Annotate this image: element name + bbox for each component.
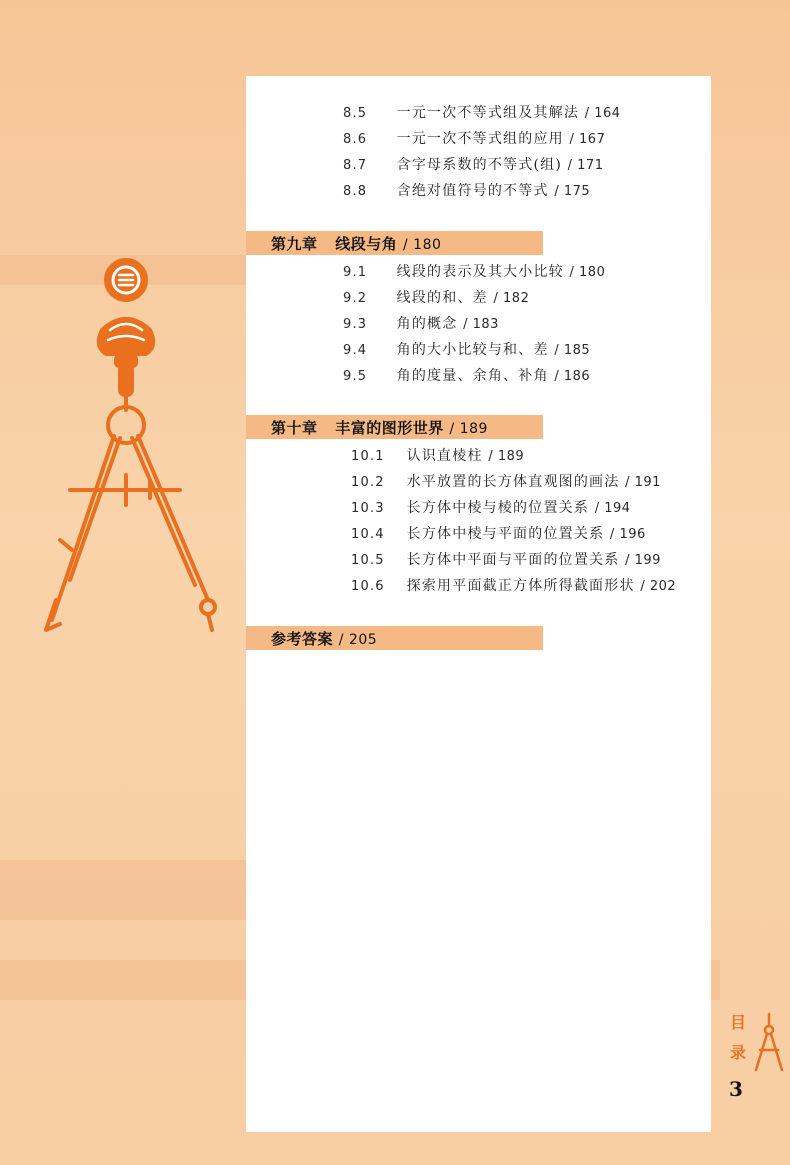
entry-title: 线段的表示及其大小比较 [396, 264, 564, 280]
entry-number: 10.3 [351, 501, 385, 516]
entry-title: 长方体中棱与棱的位置关系 [406, 500, 590, 516]
entry-number: 9.3 [343, 317, 368, 332]
entry-title: 含绝对值符号的不等式 [396, 183, 549, 199]
entry-title: 角的度量、余角、补角 [396, 368, 549, 384]
entry-page-sep: / [594, 501, 605, 516]
entry-page: 191 [634, 475, 661, 490]
small-compass-icon [752, 1010, 786, 1080]
entry-number: 9.4 [343, 343, 368, 358]
entry-page: 164 [594, 106, 621, 121]
toc-entry[interactable] [343, 154, 603, 174]
entry-page-sep: / [569, 132, 580, 147]
toc-entry[interactable] [351, 575, 676, 595]
toc-entry[interactable] [343, 102, 621, 122]
toc-entry[interactable] [351, 523, 646, 543]
entry-number: 9.1 [343, 265, 368, 280]
entry-page: 171 [577, 158, 604, 173]
entry-title: 角的概念 [396, 316, 458, 332]
toc-entry[interactable] [343, 261, 605, 281]
chapter-title: 线段与角 [335, 235, 398, 253]
chapter-heading-10[interactable] [271, 417, 488, 438]
entry-page-sep: / [554, 369, 564, 384]
side-label-lu: 录 [730, 1043, 747, 1062]
page-number: 3 [729, 1077, 743, 1101]
entry-page-sep: / [584, 106, 595, 121]
answers-page: / 205 [338, 632, 378, 648]
entry-page: 185 [563, 343, 591, 358]
chapter-page: / 180 [403, 237, 442, 253]
toc-entry[interactable] [343, 180, 590, 200]
toc-entry[interactable] [351, 445, 524, 465]
entry-title: 一元一次不等式组的应用 [396, 131, 564, 147]
toc-entry[interactable] [343, 313, 499, 333]
compass-icon [30, 250, 260, 660]
entry-page: 194 [604, 501, 631, 516]
entry-number: 8.5 [343, 106, 368, 121]
entry-title: 认识直棱柱 [406, 448, 483, 464]
entry-page-sep: / [463, 317, 473, 332]
toc-entry[interactable] [351, 471, 661, 491]
entry-number: 8.6 [343, 132, 368, 147]
entry-page-sep: / [488, 449, 498, 464]
entry-page-sep: / [554, 184, 564, 199]
entry-title: 一元一次不等式组及其解法 [396, 105, 580, 121]
toc-entry[interactable] [351, 549, 661, 569]
entry-page-sep: / [493, 291, 504, 306]
entry-page: 186 [563, 369, 591, 384]
entry-number: 9.2 [343, 291, 368, 306]
entry-page: 202 [649, 579, 677, 594]
entry-title: 长方体中平面与平面的位置关系 [406, 552, 620, 568]
entry-page: 182 [503, 291, 530, 306]
entry-page-sep: / [640, 579, 650, 594]
answers-title: 参考答案 [271, 630, 334, 648]
entry-page-sep: / [625, 553, 635, 568]
entry-page-sep: / [554, 343, 564, 358]
entry-number: 10.4 [351, 527, 385, 542]
entry-number: 10.2 [351, 475, 385, 490]
entry-number: 10.5 [351, 553, 385, 568]
entry-number: 8.7 [343, 158, 368, 173]
entry-title: 线段的和、差 [396, 290, 488, 306]
entry-page: 189 [497, 449, 525, 464]
chapter-heading-9[interactable] [271, 233, 441, 254]
chapter-title: 丰富的图形世界 [335, 419, 444, 437]
entry-page: 183 [472, 317, 499, 332]
entry-title: 角的大小比较与和、差 [396, 342, 549, 358]
entry-page: 175 [563, 184, 591, 199]
entry-page: 199 [634, 553, 661, 568]
side-label-mu: 目 [730, 1013, 747, 1032]
chapter-page: / 189 [449, 421, 488, 437]
chapter-label: 第十章 [271, 419, 318, 437]
entry-page-sep: / [567, 158, 578, 173]
entry-number: 10.1 [351, 449, 385, 464]
toc-entry[interactable] [343, 339, 590, 359]
entry-number: 10.6 [351, 579, 385, 594]
toc-entry[interactable] [343, 365, 590, 385]
entry-title: 长方体中棱与平面的位置关系 [406, 526, 605, 542]
entry-page: 196 [619, 527, 646, 542]
entry-number: 9.5 [343, 369, 368, 384]
entry-page-sep: / [609, 527, 620, 542]
entry-page: 180 [579, 265, 606, 280]
entry-page-sep: / [625, 475, 635, 490]
entry-page: 167 [579, 132, 606, 147]
entry-number: 8.8 [343, 184, 368, 199]
answers-heading[interactable] [271, 628, 377, 649]
toc-entry[interactable] [343, 128, 605, 148]
toc-entry[interactable] [351, 497, 631, 517]
entry-title: 探索用平面截正方体所得截面形状 [406, 578, 635, 594]
toc-entry[interactable] [343, 287, 529, 307]
entry-page-sep: / [569, 265, 580, 280]
entry-title: 含字母系数的不等式(组) [396, 157, 562, 173]
entry-title: 水平放置的长方体直观图的画法 [406, 474, 620, 490]
chapter-label: 第九章 [271, 235, 318, 253]
